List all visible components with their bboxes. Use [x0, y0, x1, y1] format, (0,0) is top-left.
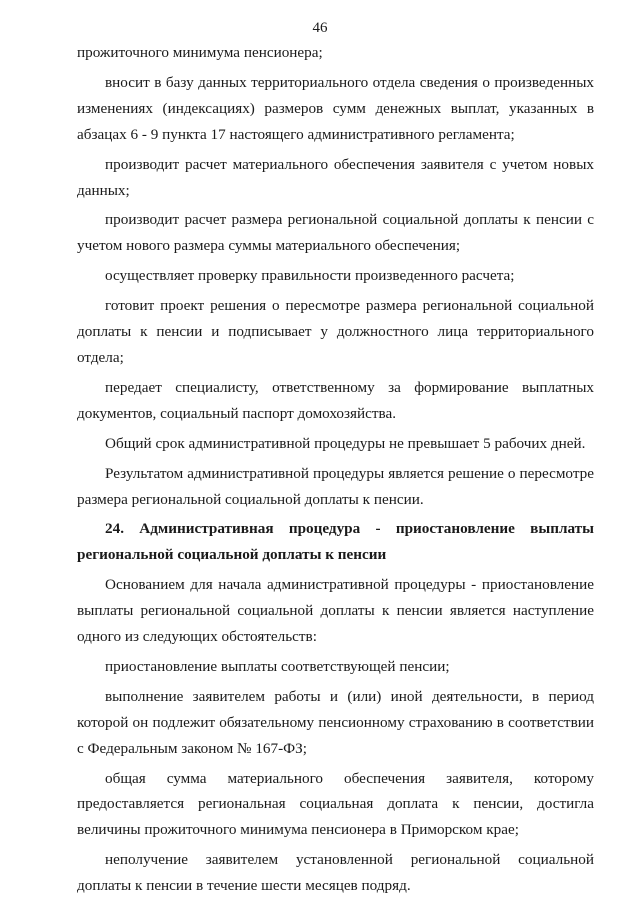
- paragraph: неполучение заявителем установленной региональной социальной доплаты к пенсии в течение шести месяцев подряд.: [77, 851, 594, 895]
- paragraph: производит расчет материального обеспечения заявителя с учетом новых данных;: [77, 155, 594, 199]
- paragraph: прожиточного минимума пенсионера;: [77, 44, 323, 61]
- paragraph: приостановление выплаты соответствующей пенсии;: [105, 657, 450, 675]
- paragraph: передает специалисту, ответственному за формирование выплатных документов, социальный паспорт домохозяйства.: [77, 378, 594, 422]
- paragraph: производит расчет размера региональной социальной доплаты к пенсии с учетом нового размера суммы материального обеспечения;: [77, 211, 594, 255]
- paragraph: вносит в базу данных территориального отдела сведения о произведенных изменениях (индексациях) размеров сумм денежных выплат, указанных в абзацах 6 - 9 пункта 17 настоящего административного регламента;: [77, 73, 594, 143]
- paragraph: Основанием для начала административной процедуры - приостановление выплаты региональной социальной доплаты к пенсии является наступление одного из следующих обстоятельств:: [77, 576, 594, 646]
- paragraph: выполнение заявителем работы и (или) иной деятельности, в период которой он подлежит обязательному пенсионному страхованию в соответствии с Федеральным законом № 167-ФЗ;: [77, 687, 594, 757]
- paragraph: общая сумма материального обеспечения заявителя, которому предоставляется региональная социальная доплата к пенсии, достигла величины прожиточного минимума пенсионера в Приморском крае;: [77, 769, 594, 839]
- section-heading: 24. Административная процедура - приостановление выплаты региональной социальной доплаты к пенсии: [77, 520, 594, 564]
- paragraph: Общий срок административной процедуры не превышает 5 рабочих дней.: [105, 434, 586, 452]
- paragraph: осуществляет проверку правильности произведенного расчета;: [105, 267, 515, 285]
- document-body: [77, 40, 594, 899]
- paragraph: Результатом административной процедуры является решение о пересмотре размера региональной социальной доплаты к пенсии.: [77, 464, 594, 508]
- paragraph: готовит проект решения о пересмотре размера региональной социальной доплаты к пенсии и подписывает у должностного лица территориального отдела;: [77, 297, 594, 366]
- page-number: 46: [312, 20, 328, 36]
